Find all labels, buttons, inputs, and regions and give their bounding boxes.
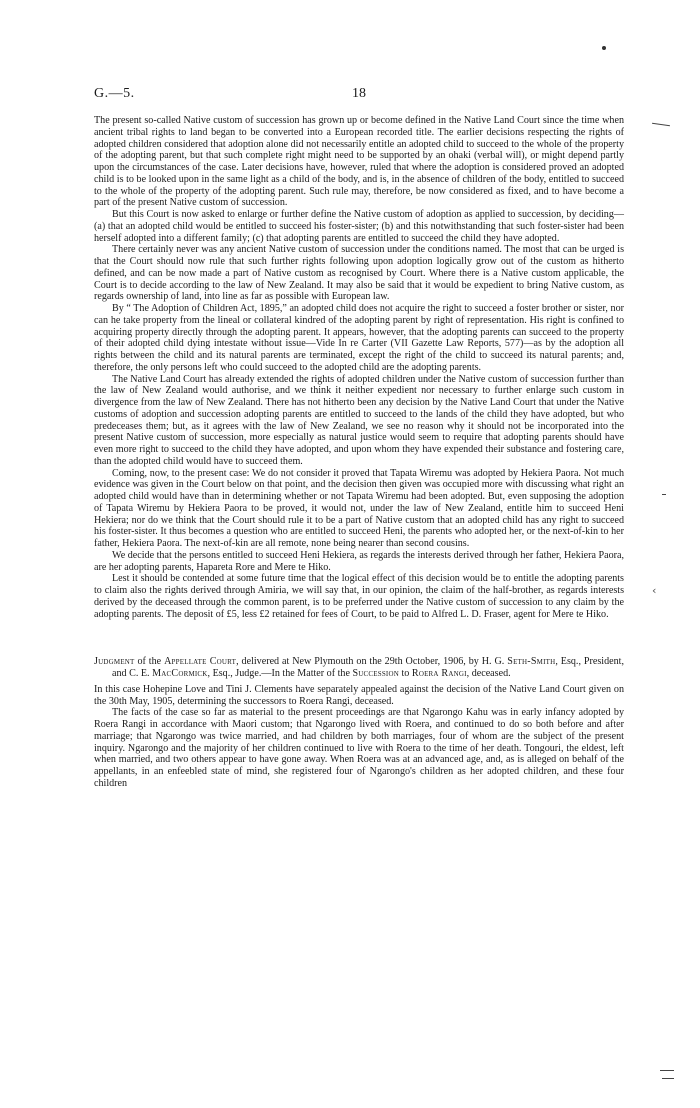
- scan-speck: [602, 46, 606, 50]
- page-number: 18: [352, 86, 366, 101]
- heading-text: , delivered at New Plymouth on the 29th October, 1906, by H. G.: [236, 656, 508, 668]
- heading-name: Seth-Smith: [507, 656, 556, 668]
- heading-text: of the: [134, 656, 165, 668]
- margin-tick-mark: [652, 123, 670, 126]
- heading-text: , deceased.: [466, 668, 511, 679]
- heading-name: Roera Rangi: [411, 668, 467, 679]
- heading-text: , Esq., Judge.—In the Matter of the: [207, 668, 353, 679]
- heading-name: MacCormick: [152, 668, 208, 679]
- margin-tick-mark: [660, 1070, 674, 1071]
- paragraph: By “ The Adoption of Children Act, 1895,” an adopted child does not acquire the right to succeed a foster brother or sister, nor can he take property from the lineal or collateral kindred of the adopting parent by right of representation. His right is confined to acquiring property directly through the adopting parent. It appears, however, that the adopting parents can succeed to the property of their adopted child dying intestate without issue—Vide In re Carter (VII Gazette Law Reports, 577)—as by the adoption all rights between the child and its natural parents are terminated, except the right of the child to succeed its natural parents; and, therefore, the only persons left who could succeed to the adopted child are the adopting parents.: [94, 303, 624, 373]
- margin-tick-mark: [662, 494, 666, 495]
- paragraph: But this Court is now asked to enlarge or further define the Native custom of adoption as applied to succession, by deciding—(a) that an adopted child would be entitled to succeed his foster-sister; (b) and this notwithstanding that such foster-sister had been herself adopted into a different family; (c) that adopting parents are entitled to succeed the child they have adopted.: [94, 209, 624, 244]
- heading-word: Judgment: [94, 656, 135, 668]
- margin-bracket-mark: ‹: [652, 584, 657, 597]
- page-body: [94, 115, 624, 790]
- paragraph: The facts of the case so far as material to the present proceedings are that Ngarongo Kahu was in early infancy adopted by Roera Rangi in accordance with Maori custom; that Ngarongo lived with Roera, and continued to do so both before and after marriage; that Ngarongo was twice married, and had children by both marriages, four of whom are the subject of the present inquiry. Ngarongo and the majority of her children continued to live with Roera to the time of her death. Tongouri, the eldest, left when married, and two others appear to have gone away. When Roera was at an advanced age, and, as is alleged on behalf of the appellants, in an enfeebled state of mind, she registered four of Ngarongo's children as her adopted children, and these four children: [94, 707, 624, 789]
- paragraph: The Native Land Court has already extended the rights of adopted children under the Native custom of succession further than the law of New Zealand would authorise, and we think it neither expedient nor necessary to further enlarge such custom in divergence from the law of New Zealand. There has not hitherto been any decision by the Native Land Court that under the Native customs of adoption and succession adopting parents are entitled to succeed to the lands of the child they have adopted, but who predeceases them; but, as it agrees with the law of New Zealand, we see no reason why it should not be incorporated into the present Native custom of succession, more especially as natural justice would seem to require that adopting parents should have even more right to succeed to the child they have adopted, and upon whom they have expended their substance and fostering care, than the adopted child would have to succeed them.: [94, 373, 624, 467]
- heading-court: Appellate Court: [164, 656, 237, 668]
- paragraph: We decide that the persons entitled to succeed Heni Hekiera, as regards the interests derived through her father, Hekiera Paora, are her adopting parents, Hapareta Rore and Mere te Hiko.: [94, 549, 624, 573]
- paragraph: There certainly never was any ancient Native custom of succession under the conditions named. The most that can be urged is that the Court should now rule that such further rights following upon adoption logically grow out of the custom as hitherto defined, and can be now made a part of Native custom as recognised by Court. Where there is a Native custom applicable, the Court is to decide according to the law of New Zealand. It may also be said that it would be expedient to bring Native custom, as regards ownership of land, into line as far as possible with European law.: [94, 244, 624, 303]
- judgment-heading: [94, 656, 624, 680]
- heading-text: to: [398, 668, 412, 679]
- margin-tick-mark: [662, 1078, 674, 1079]
- heading-text: , Esq., President, and C. E.: [112, 656, 624, 679]
- paragraph: Lest it should be contended at some future time that the logical effect of this decision would be to entitle the adopting parents to claim also the rights derived through Amiria, we will say that, in our opinion, the claim of the half-brother, as regards interests derived by the deceased through the common parent, is to be preferred under the Native custom of succession to any claim by the adopting parents. The deposit of £5, less £2 retained for fees of Court, to be paid to Alfred L. D. Fraser, agent for Mere te Hiko.: [94, 573, 624, 620]
- paragraph: In this case Hohepine Love and Tini J. Clements have separately appealed against the decision of the Native Land Court given on the 30th May, 1905, determining the successors to Roera Rangi, deceased.: [94, 683, 624, 707]
- page-header: [94, 86, 634, 106]
- paragraph: The present so-called Native custom of succession has grown up or become defined in the Native Land Court since the time when ancient tribal rights to land began to be converted into a European recorded title. The earlier decisions respecting the rights of adopted children considered that adoption alone did not necessarily entitle an adopted child to succeed to the whole of the property of the adopting parent, but that such complete right might need to be supported by an ohaki (verbal will), or might depend partly upon the circumstances of the case. Later decisions have, however, ruled that where the adoption is considered proved an adopted child is to be looked upon in the same light as a child of the body, and is, in the absence of children of the body, entitled to succeed to the whole of the property of the adopting parent. Such rule may, therefore, be now considered as fixed, and to have become a part of the present Native custom of succession.: [94, 115, 624, 209]
- paragraph: Coming, now, to the present case: We do not consider it proved that Tapata Wiremu was adopted by Hekiera Paora. Not much evidence was given in the Court below on that point, and the decision then given was occupied more with discussing what right an adopted child would have than in determining whether or not Tapata Wiremu had been adopted. But, even supposing the adoption of Tapata Wiremu by Hekiera Paora to be proved, it would not, under the law of New Zealand, entitle him to succeed Heni Hekiera; nor do we think that the Court should rule it to be a part of Native custom that an adopted child has any right to succeed his foster-sister. It thus becomes a question who are entitled to succeed Heni, the parents who adopted her, or the next-of-kin to her father, Hekiera Paora. The next-of-kin are all remote, none being nearer than second cousins.: [94, 467, 624, 549]
- section-gap: [94, 620, 624, 656]
- report-reference: G.—5.: [94, 86, 135, 101]
- heading-word: Succession: [352, 668, 399, 679]
